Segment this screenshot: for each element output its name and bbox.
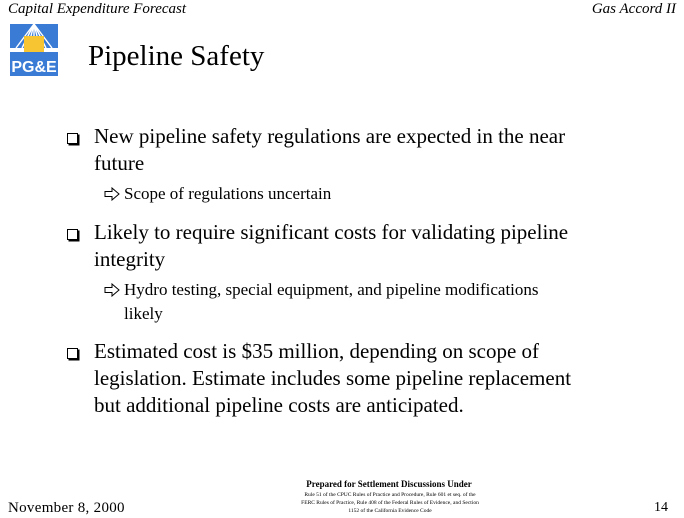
footer-fine-line: Rule 51 of the CPUC Rules of Practice and Procedure, Rule 601 et seq. of the [304, 492, 476, 498]
sub-bullet-text-line: Scope of regulations uncertain [124, 184, 332, 203]
sub-bullet-arrow-icon [104, 283, 120, 297]
page-title: Pipeline Safety [88, 40, 265, 72]
bullet-square-icon [67, 229, 78, 240]
bullet-text-line: New pipeline safety regulations are expected in the near [94, 124, 566, 148]
footer-fine-line: 1152 of the California Evidence Code [348, 508, 432, 514]
bullet-text-line: but additional pipeline costs are anticipated. [94, 393, 464, 417]
header-right-title: Gas Accord II [591, 1, 676, 17]
pge-logo [8, 22, 60, 78]
pge-logo-text: PG&E [11, 59, 57, 76]
bullet-text-line: future [94, 151, 145, 175]
footer-fine-line: FERC Rules of Practice, Rule 408 of the Federal Rules of Evidence, and Section [301, 500, 479, 506]
bullet-square-icon [67, 133, 78, 144]
sub-bullet-arrow-icon [104, 187, 120, 201]
footer-fine-print [268, 491, 512, 515]
bullet-text-line: Estimated cost is $35 million, depending on scope of [94, 339, 540, 363]
page-number: 14 [654, 500, 668, 515]
bullet-text-line: integrity [94, 247, 166, 271]
sub-bullet-text-line: likely [124, 304, 163, 323]
footer-settlement-title: Prepared for Settlement Discussions Under [306, 479, 472, 489]
pge-logo-icon [8, 22, 60, 78]
sub-bullet-text-line: Hydro testing, special equipment, and pipeline modifications [124, 280, 539, 299]
header-left-title: Capital Expenditure Forecast [8, 1, 187, 17]
bullet-square-icon [67, 348, 78, 359]
bullet-text-line: legislation. Estimate includes some pipeline replacement [94, 366, 572, 390]
footer-date: November 8, 2000 [8, 500, 125, 516]
bullet-text-line: Likely to require significant costs for validating pipeline [94, 220, 569, 244]
